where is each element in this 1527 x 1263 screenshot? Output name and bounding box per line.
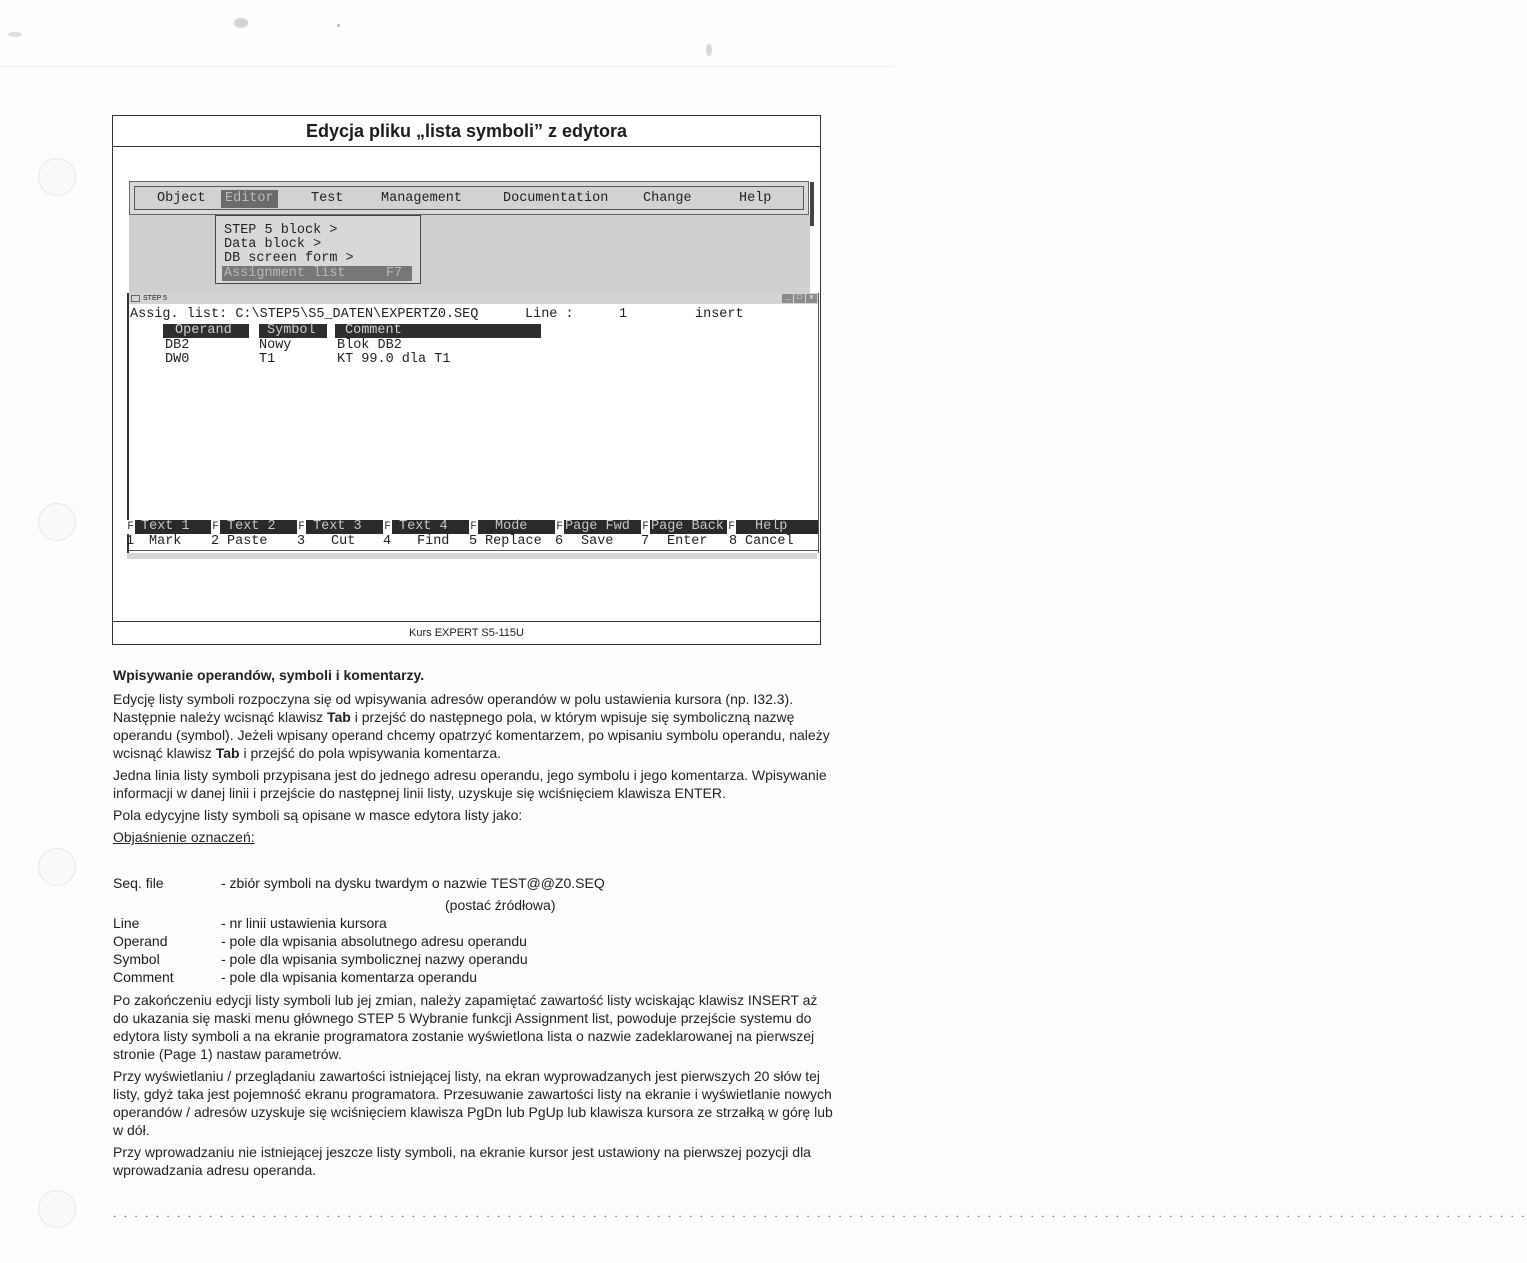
line-value: 1 [619,307,628,322]
paragraph-3: Pola edycyjne listy symboli są opisane w masce edytora listy jako: [113,807,523,823]
scan-line [0,66,893,67]
fkey-label-paste[interactable]: Paste [227,534,268,549]
dotted-rule: . . . . . . . . . . . . . . . . . . . . . . . . . . . . . . . . . . . . . . . . . . . . . . . . . . . . . . . . . . . . . . . . . . . . . . . . . . . . . . . . . . . . . . . . . . . . . . . . . . . . . . . . . . . . . . . . . . . . . . . . . . . . . . . . . . . . . [113,1206,1527,1220]
fkey-f5[interactable]: Mode [495,519,528,534]
maximize-icon[interactable]: □ [794,294,805,303]
fkey-f3[interactable]: Text 3 [313,519,362,534]
p1-part: i przejść do pola wpisywania komentarza. [239,745,502,761]
row-symbol[interactable]: T1 [259,352,276,367]
menu-edge [810,182,814,226]
body-text-top [113,666,833,850]
line-label: Line : [525,307,574,322]
dd-step5-block[interactable]: STEP 5 block > [224,223,338,238]
fkey-f4[interactable]: Text 4 [399,519,448,534]
punch-hole [38,1190,76,1228]
paragraph-4: Po zakończeniu edycji listy symboli lub jej zmian, należy zapamiętać zawartość listy wciskając klawisz INSERT aż do ukazania się maski menu głównego STEP 5 Wybranie funkcji Assignment list, powoduje przejście systemu do edytora listy symboli a na ekranie programatora zostanie wyświetlona lista o nazwie zadeklarowanej na pierwszej stronie (Page 1) nastaw parametrów. [113,992,818,1062]
fkey-label-find[interactable]: Find [417,534,450,549]
fkey-prefix: F [728,521,735,533]
fkey-prefix: F [384,521,391,533]
menu-bar [129,181,809,215]
dd-assignment-list-key: F7 [385,266,402,281]
col-header-symbol: Symbol [259,324,327,338]
scan-speck [8,32,22,37]
punch-hole [38,848,76,886]
dd-assignment-list-label: Assignment list [224,266,346,281]
p1-part: Edycję listy symboli rozpoczyna się od wpisywania adresów operandów w polu ustawienia kursora (np. I32.3). Następnie należy wcisnąć klawisz [113,691,794,725]
row-operand[interactable]: DW0 [165,352,190,367]
legend-key: Comment [113,969,174,985]
fkey-f1[interactable]: Text 1 [141,519,190,534]
legend-value: - pole dla wpisania symbolicznej nazwy operandu [221,951,528,967]
scan-speck [234,18,248,28]
row-comment[interactable]: KT 99.0 dla T1 [337,352,451,367]
legend-value: (postać źródłowa) [445,897,556,913]
menu-help[interactable]: Help [739,191,772,206]
fkey-num: 6 [555,534,564,549]
fkey-label-enter[interactable]: Enter [667,534,708,549]
legend-key: Line [113,915,140,931]
fkey-num: 2 [211,534,220,549]
tab-key: Tab [326,709,351,725]
fkey-prefix: F [470,521,477,533]
fkey-f8[interactable]: Help [755,519,788,534]
fkey-prefix: F [298,521,305,533]
menu-management[interactable]: Management [381,191,463,206]
body-text-bottom [113,991,833,1183]
fkey-prefix: F [642,521,649,533]
paragraph-5: Przy wyświetlaniu / przeglądaniu zawartości istniejącej listy, na ekran wyprowadzanych jest pierwszych 20 słów tej listy, gdyż taka jest pojemność ekranu programatora. Przesuwanie zawartości listy na ekranie i wyświetlanie nowych operandów / adresów uzyskuje się wciśnięciem klawisza PgDn lub PgUp lub klawisza kursora ze strzałką w górę lub w dół. [113,1068,833,1138]
fkey-f2[interactable]: Text 2 [227,519,276,534]
punch-hole [38,158,76,196]
fkey-num: 5 [469,534,478,549]
menu-change[interactable]: Change [643,191,692,206]
fkey-label-save[interactable]: Save [581,534,614,549]
legend-value: - pole dla wpisania komentarza operandu [221,969,478,985]
fkey-prefix: F [212,521,219,533]
row-comment[interactable]: Blok DB2 [337,338,402,353]
legend-value: - zbiór symboli na dysku twardym o nazwie TEST@@Z0.SEQ [221,875,605,891]
punch-hole [38,503,76,541]
row-operand[interactable]: DB2 [165,338,190,353]
p1-part: i przejść do następnego pola, w którym wpisuje się symboliczną nazwę operandu (symbol). Jeżeli wpisany operand chcemy opatrzyć komentarzem, po wpisaniu symbolu operandu, należy wcisnąć klawisz [113,709,830,761]
fkey-num: 8 [729,534,738,549]
scan-speck [337,24,340,27]
fkey-labels [126,534,818,551]
fkey-num: 3 [297,534,306,549]
legend-key: Seq. file [113,875,164,891]
fkey-f6[interactable]: Page Fwd [565,519,630,534]
menu-editor[interactable]: Editor [221,190,278,208]
scan-speck [706,44,712,56]
window-controls [782,294,817,303]
legend-value: - nr linii ustawienia kursora [221,915,387,931]
close-icon[interactable]: x [806,294,817,303]
mode-indicator: insert [695,307,744,322]
figure-title: Edycja pliku „lista symboli” z edytora [113,116,820,147]
assign-list-path: Assig. list: C:\STEP5\S5_DATEN\EXPERTZ0.SEQ [130,307,479,322]
fkey-label-mark[interactable]: Mark [149,534,182,549]
fkey-label-cancel[interactable]: Cancel [745,534,794,549]
legend-title: Objaśnienie oznaczeń: [113,829,255,845]
figure-footer: Kurs EXPERT S5-115U [113,621,820,644]
menu-test[interactable]: Test [311,191,344,206]
section-heading: Wpisywanie operandów, symboli i komentarzy. [113,667,425,683]
menu-documentation[interactable]: Documentation [503,191,609,206]
fkey-prefix: F [127,521,134,533]
fkey-num: 4 [383,534,392,549]
window-title: STEP 5 [143,295,167,302]
dd-data-block[interactable]: Data block > [224,237,322,252]
legend-key: Symbol [113,951,160,967]
editor-dropdown [215,215,421,284]
paragraph-6: Przy wprowadzaniu nie istniejącej jeszcze listy symboli, na ekranie kursor jest ustawiony na pierwszej pozycji dla wprowadzania adresu operanda. [113,1144,811,1178]
paragraph-2: Jedna linia listy symboli przypisana jest do jednego adresu operandu, jego symbolu i jego komentarza. Wpisywanie informacji w danej linii i przejście do następnej linii listy, uzyskuje się wciśnięciem klawisza ENTER. [113,767,827,801]
legend-value: - pole dla wpisania absolutnego adresu operandu [221,933,527,949]
window-shadow [127,553,817,559]
fkey-bar [129,520,818,534]
window-app-icon [131,295,140,302]
fkey-label-cut[interactable]: Cut [331,534,356,549]
fkey-num: 7 [641,534,650,549]
fkey-label-replace[interactable]: Replace [485,534,542,549]
step5-window [127,293,819,553]
paragraph-1 [113,690,833,762]
col-header-comment: Comment [335,324,541,338]
row-symbol[interactable]: Nowy [259,338,292,353]
figure-frame [112,115,821,645]
dd-assignment-list[interactable] [222,266,412,281]
fkey-num: 1 [126,534,135,549]
dd-db-screen-form[interactable]: DB screen form > [224,251,354,266]
fkey-f7[interactable]: Page Back [651,519,724,534]
legend-key: Operand [113,933,168,949]
fkey-prefix: F [556,521,563,533]
window-titlebar [129,293,818,304]
col-header-operand: Operand [163,324,249,338]
tab-key: Tab [215,745,240,761]
menu-object[interactable]: Object [157,191,206,206]
minimize-icon[interactable]: _ [782,294,793,303]
